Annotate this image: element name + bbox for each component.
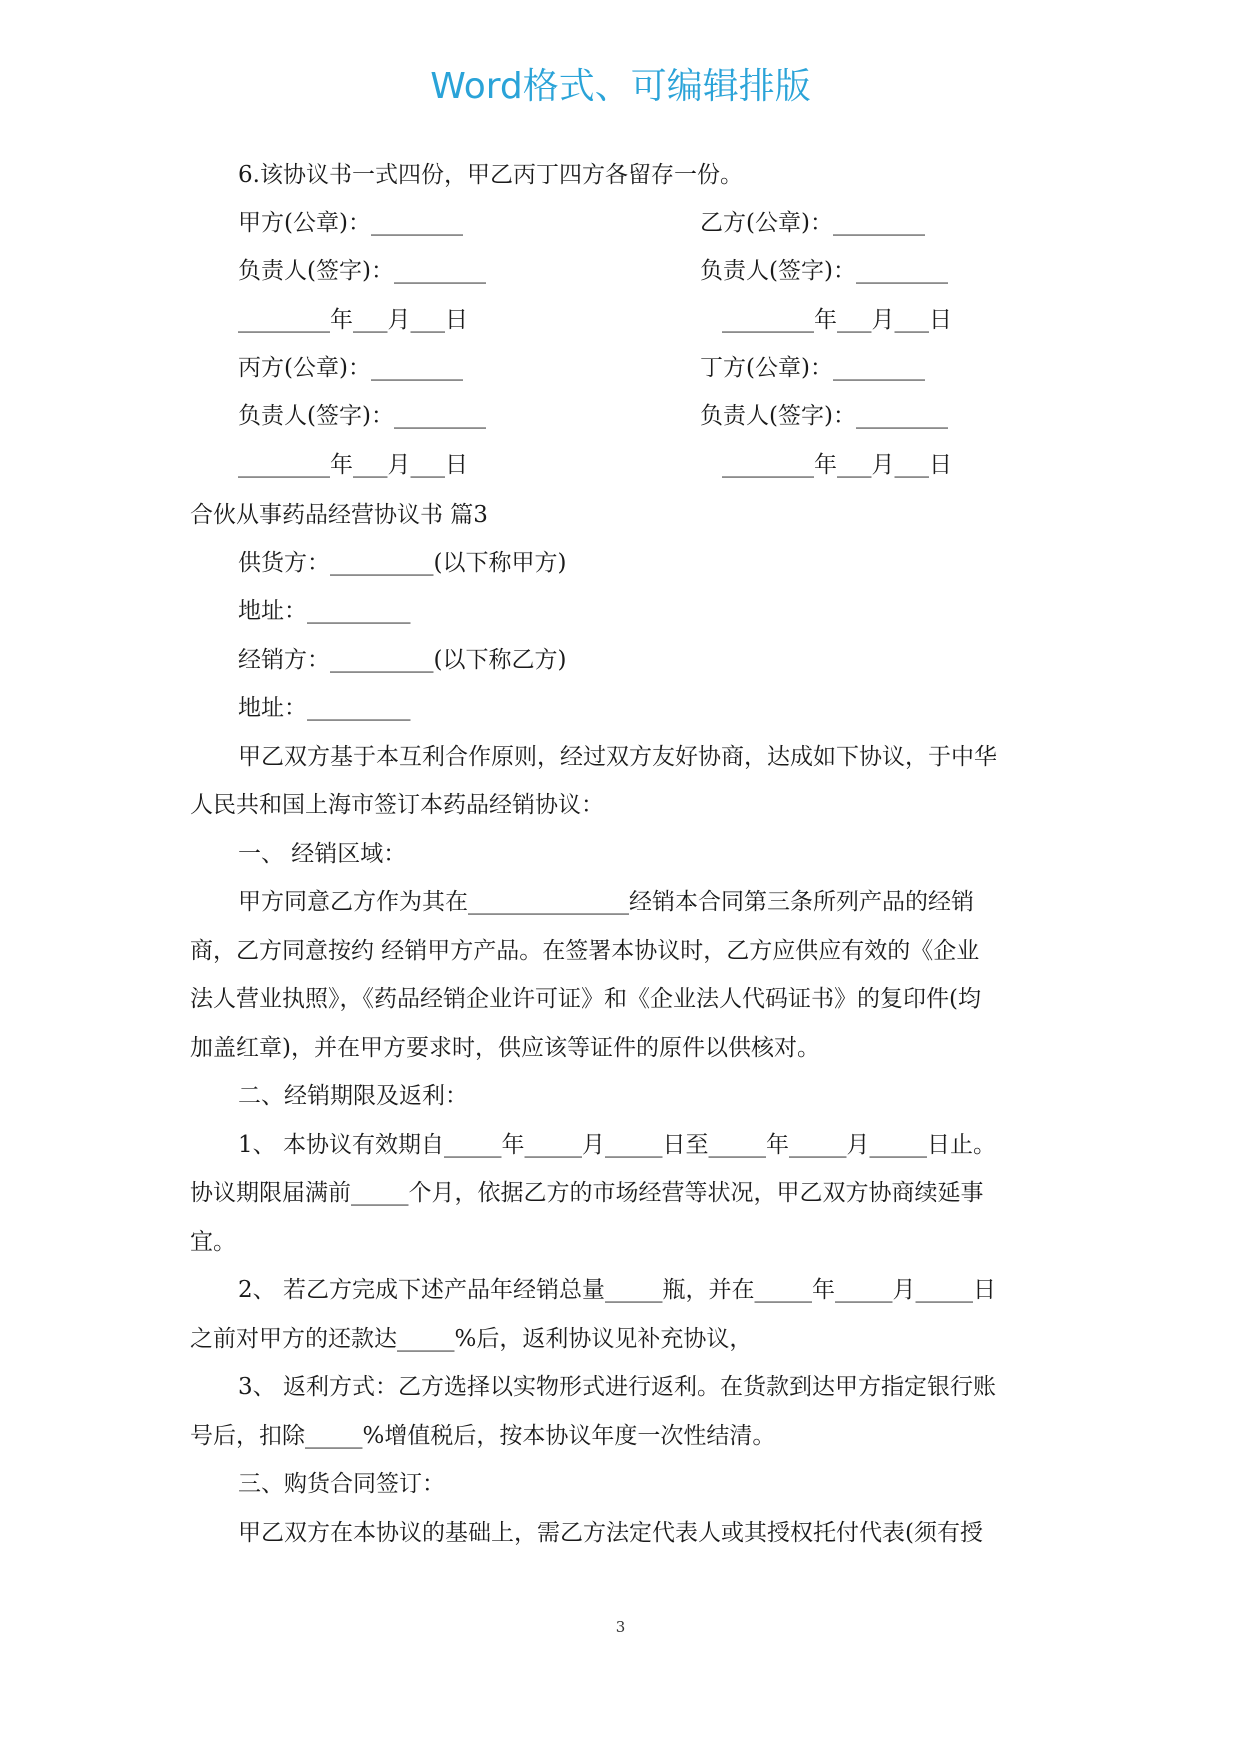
party-c-date: ________年___月___日 — [238, 452, 468, 478]
item2-3-line-1: 3、 返利方式：乙方选择以实物形式进行返利。在货款到达甲方指定银行账 — [238, 1374, 996, 1400]
item2-title: 二、经销期限及返利： — [238, 1083, 468, 1109]
document-header-title: Word格式、可编辑排版 — [430, 66, 811, 107]
item2-1-line-3: 宜。 — [190, 1229, 236, 1255]
item1-line-1: 甲方同意乙方作为其在______________经销本合同第三条所列产品的经销 — [238, 889, 974, 915]
party-d-sign: 负责人(签字)：________ — [700, 403, 948, 429]
item1-line-3: 法人营业执照》，《药品经销企业许可证》和《企业法人代码证书》的复印件(均 — [190, 986, 981, 1012]
intro-line-1: 甲乙双方基于本互利合作原则，经过双方友好协商，达成如下协议，于中华 — [238, 744, 997, 770]
distributor-address: 地址：_________ — [238, 695, 411, 721]
party-b-sign: 负责人(签字)：________ — [700, 258, 948, 284]
clause-6: 6.该协议书一式四份，甲乙丙丁四方各留存一份。 — [238, 162, 743, 188]
section-heading: 合伙从事药品经营协议书 篇3 — [190, 502, 488, 528]
item1-title: 一、 经销区域： — [238, 841, 407, 867]
supplier-address: 地址：_________ — [238, 598, 411, 624]
item2-3-line-2: 号后，扣除_____%增值税后，按本协议年度一次性结清。 — [190, 1423, 776, 1449]
item2-2-line-2: 之前对甲方的还款达_____%后，返利协议见补充协议， — [190, 1326, 753, 1352]
item3-title: 三、购货合同签订： — [238, 1471, 445, 1497]
intro-line-2: 人民共和国上海市签订本药品经销协议： — [190, 792, 604, 818]
item1-line-4: 加盖红章)，并在甲方要求时，供应该等证件的原件以供核对。 — [190, 1035, 820, 1061]
party-c-sign: 负责人(签字)：________ — [238, 403, 486, 429]
item1-line-2: 商，乙方同意按约 经销甲方产品。在签署本协议时，乙方应供应有效的《企业 — [190, 938, 980, 964]
page-number: 3 — [615, 1618, 626, 1636]
party-b-seal: 乙方(公章)：________ — [700, 210, 925, 236]
item3-line-1: 甲乙双方在本协议的基础上，需乙方法定代表人或其授权托付代表(须有授 — [238, 1520, 983, 1546]
party-d-date: ________年___月___日 — [722, 452, 952, 478]
item2-1-line-2: 协议期限届满前_____个月，依据乙方的市场经营等状况，甲乙双方协商续延事 — [190, 1180, 984, 1206]
party-a-seal: 甲方(公章)：________ — [238, 210, 463, 236]
party-c-seal: 丙方(公章)：________ — [238, 355, 463, 381]
distributor-line: 经销方：_________(以下称乙方) — [238, 647, 567, 673]
party-d-seal: 丁方(公章)：________ — [700, 355, 925, 381]
party-a-date: ________年___月___日 — [238, 307, 468, 333]
item2-1-line-1: 1、 本协议有效期自_____年_____月_____日至_____年_____月_____日止。 — [238, 1132, 996, 1158]
supplier-line: 供货方：_________(以下称甲方) — [238, 550, 567, 576]
party-b-date: ________年___月___日 — [722, 307, 952, 333]
party-a-sign: 负责人(签字)：________ — [238, 258, 486, 284]
item2-2-line-1: 2、 若乙方完成下述产品年经销总量_____瓶，并在_____年_____月_____日 — [238, 1277, 996, 1303]
